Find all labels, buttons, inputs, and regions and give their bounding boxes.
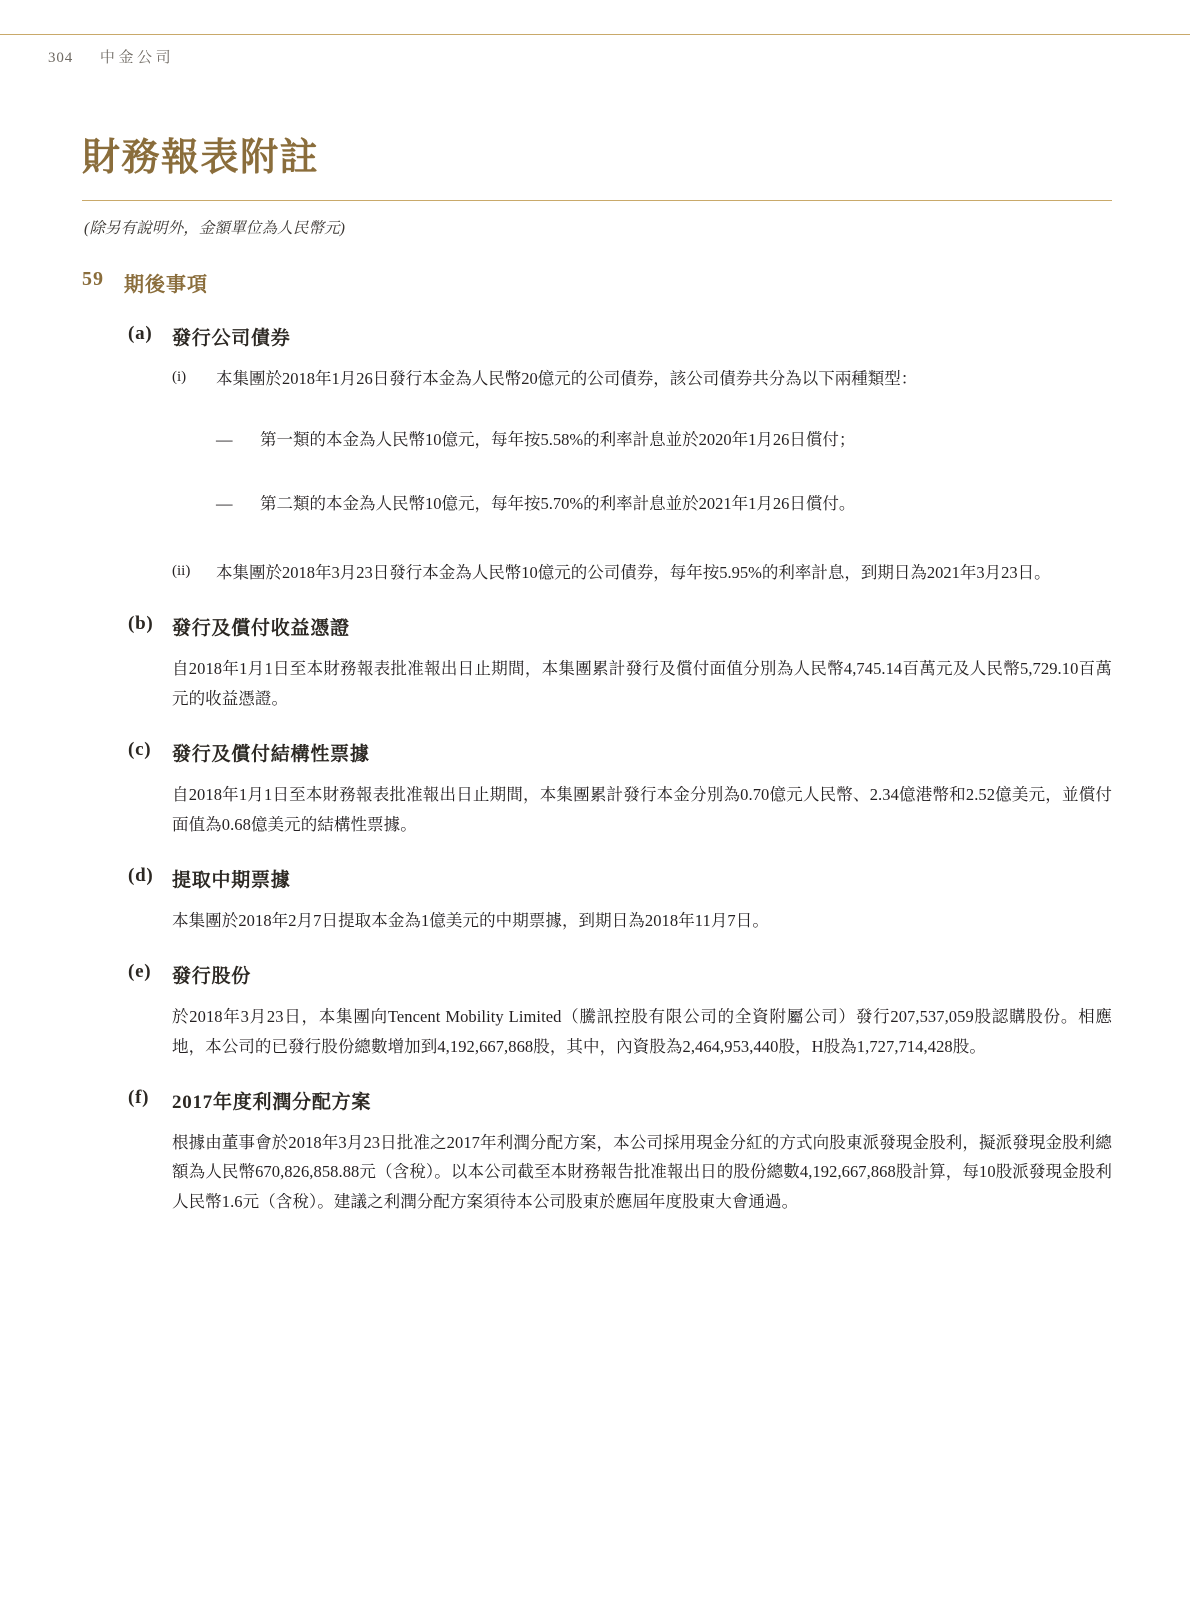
subsection-marker: (d) <box>128 864 154 886</box>
subsection-marker: (e) <box>128 961 152 983</box>
subsection-paragraph: 根據由董事會於2018年3月23日批准之2017年利潤分配方案，本公司採用現金分紅的方式向股東派發現金股利，擬派發現金股利總額為人民幣670,826,858.88元（含稅）。以本公司截至本財務報告批准報出日的股份總數4,192,667,868股計算，每10股派發現金股利人民幣1.6元（含稅）。建議之利潤分配方案須待本公司股東於應屆年度股東大會通過。 <box>172 1132 1112 1211</box>
subsection-heading-e <box>128 961 1190 988</box>
subsection-heading-c <box>128 739 1190 766</box>
subsection-title: 2017年度利潤分配方案 <box>172 1091 372 1113</box>
roman-item <box>172 558 1112 587</box>
roman-item <box>172 364 1112 393</box>
subsection-paragraph: 自2018年1月1日至本財務報表批准報出日止期間，本集團累計發行及償付面值分別為人民幣4,745.14百萬元及人民幣5,729.10百萬元的收益憑證。 <box>172 659 1112 708</box>
page-title: 財務報表附註 <box>82 137 320 179</box>
company-name: 中金公司 <box>99 50 175 66</box>
subsection-paragraph: 本集團於2018年2月7日提取本金為1億美元的中期票據，到期日為2018年11月7日。 <box>172 910 769 930</box>
page-header <box>48 46 174 67</box>
roman-marker: (ii) <box>172 563 191 580</box>
dash-text: 第一類的本金為人民幣10億元，每年按5.58%的利率計息並於2020年1月26日償付； <box>260 430 856 450</box>
subsection-title: 發行及償付收益憑證 <box>172 618 350 640</box>
section-title: 期後事項 <box>124 274 208 296</box>
subsection-marker: (b) <box>128 613 154 635</box>
subsection-title: 發行公司債券 <box>172 328 291 349</box>
dash-item <box>216 489 1112 518</box>
document-body <box>0 268 1190 1216</box>
roman-text: 本集團於2018年3月23日發行本金為人民幣10億元的公司債券，每年按5.95%的利率計息，到期日為2021年3月23日。 <box>216 563 1051 583</box>
subsection-heading-a <box>128 323 1190 350</box>
roman-text: 本集團於2018年1月26日發行本金為人民幣20億元的公司債券，該公司債券共分為以下兩種類型： <box>216 369 918 388</box>
dash-marker: — <box>216 493 233 513</box>
page-title-wrap <box>82 136 1112 182</box>
dash-marker: — <box>216 430 233 450</box>
subsection-title: 提取中期票據 <box>172 869 291 891</box>
subsection-heading-d <box>128 865 1190 892</box>
subsection-paragraph: 自2018年1月1日至本財務報表批准報出日止期間，本集團累計發行本金分別為0.70億元人民幣、2.34億港幣和2.52億美元，並償付面值為0.68億美元的結構性票據。 <box>172 785 1112 834</box>
dash-text: 第二類的本金為人民幣10億元，每年按5.70%的利率計息並於2021年1月26日償付。 <box>260 493 856 513</box>
section-number: 59 <box>82 268 104 290</box>
subsection-marker: (c) <box>128 739 152 761</box>
top-divider <box>0 34 1190 35</box>
subsection-title: 發行股份 <box>172 966 252 988</box>
subsection-marker: (f) <box>128 1086 150 1108</box>
subsection-paragraph: 於2018年3月23日，本集團向Tencent Mobility Limited（騰訊控股有限公司的全資附屬公司）發行207,537,059股認購股份。相應地，本公司的已發行股份總數增加到4,192,667,868股，其中，內資股為2,464,953,440股，H股為1,727,714,428股。 <box>172 1007 1112 1056</box>
subsection-heading-b <box>128 613 1190 640</box>
title-divider <box>82 200 1112 201</box>
roman-marker: (i) <box>172 369 187 385</box>
subsection-marker: (a) <box>128 323 153 344</box>
dash-item <box>216 425 1112 454</box>
section-heading <box>82 268 1190 297</box>
units-note: (除另有說明外，金額單位為人民幣元) <box>84 220 346 237</box>
subsection-title: 發行及償付結構性票據 <box>172 744 370 766</box>
subsection-heading-f <box>128 1087 1190 1114</box>
page-number: 304 <box>48 50 74 66</box>
